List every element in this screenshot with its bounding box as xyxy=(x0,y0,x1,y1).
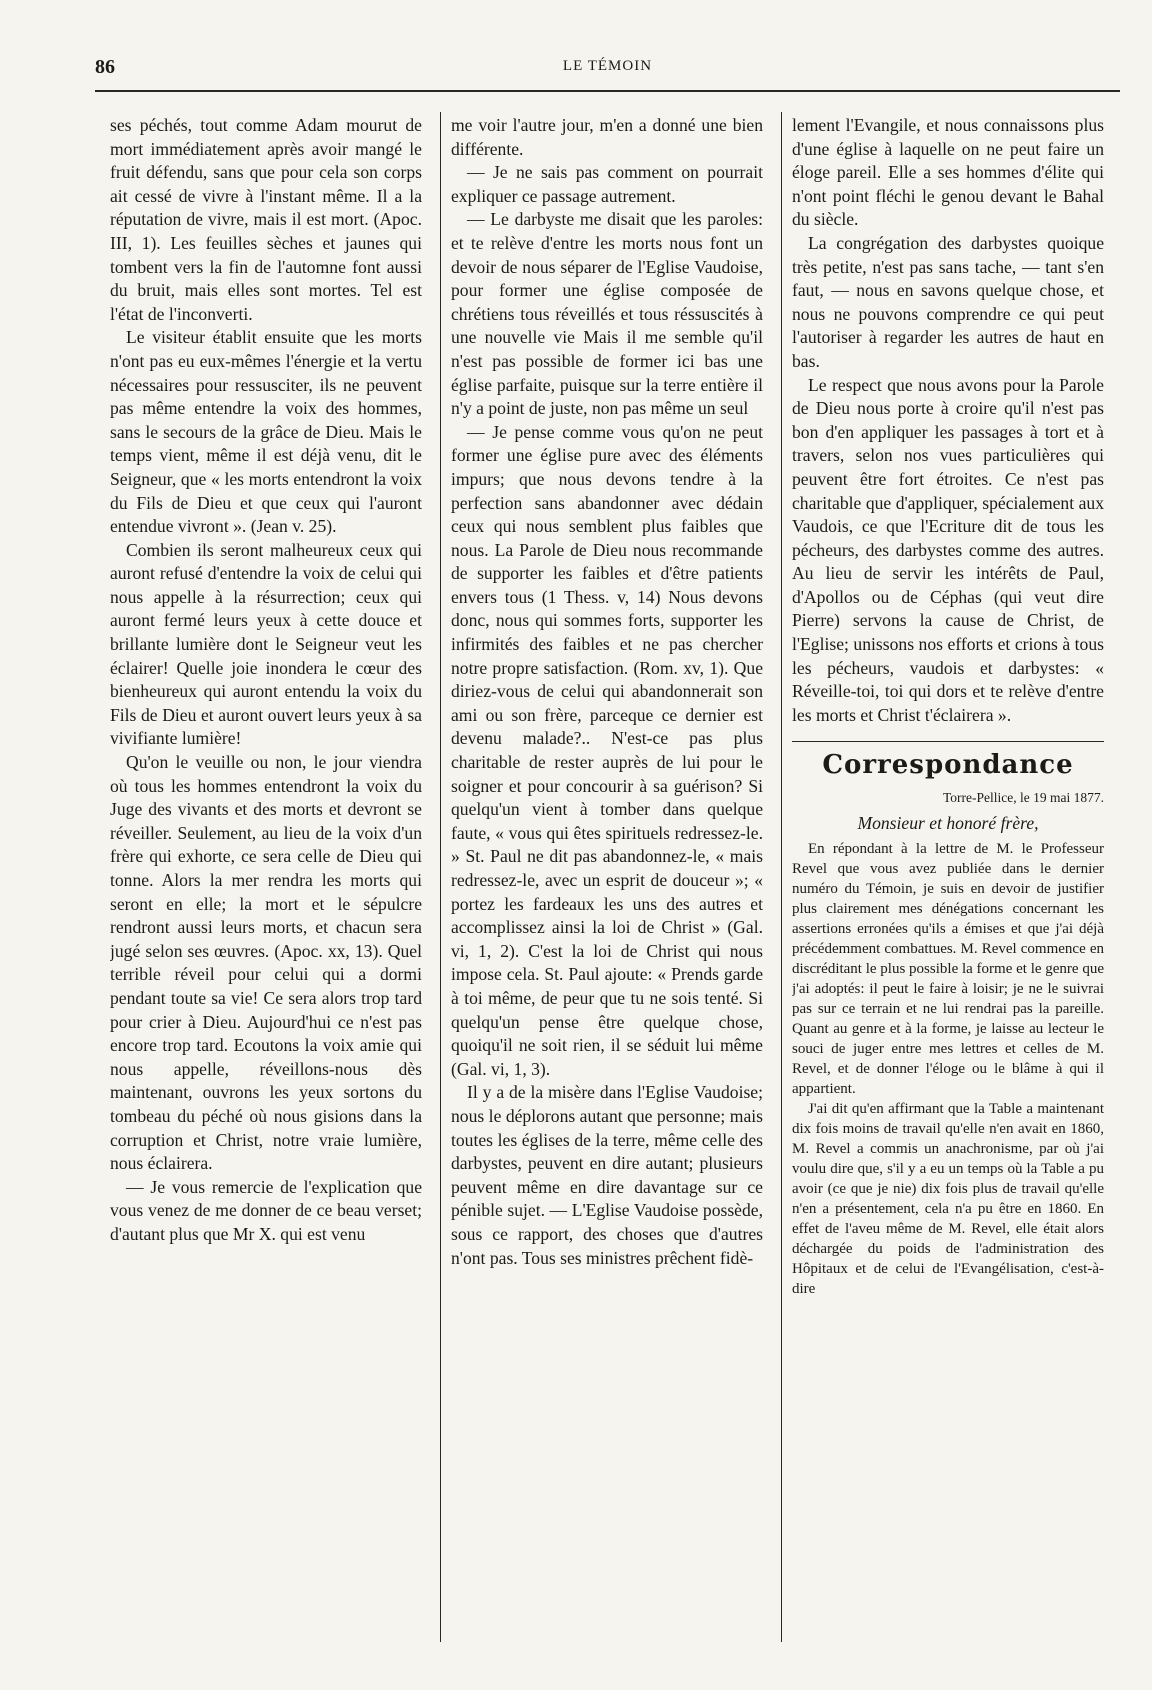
letter-salutation: Monsieur et honoré frère, xyxy=(857,812,1039,833)
column-2 xyxy=(451,114,763,1644)
paragraph: J'ai dit qu'en affirmant que la Table a maintenant dix fois moins de travail qu'elle n'en avait en 1860, M. Revel a commis un anachronisme, par où j'ai voulu dire que, s'il y a eu un temps où la Table a pu avoir (ce que je nie) dix fois plus de travail qu'elle n'en a présentement, cela n'a pu être en 1860. En effet de l'aveu même de M. Revel, elle était alors déchargée du poids de l'administration des Hôpitaux et de celui de l'Evangélisation, c'est-à-dire xyxy=(792,1101,1104,1298)
running-title: LE TÉMOIN xyxy=(562,58,653,74)
paragraph: La congrégation des darbystes quoique très petite, n'est pas sans tache, — tant s'en faut, — nous en savons quelque chose, et nous ne pouvons comprendre ce qui peut l'autoriser à regarder les autres de haut en bas. xyxy=(792,232,1104,371)
paragraph: me voir l'autre jour, m'en a donné une bien différente. xyxy=(451,115,763,159)
section-rule xyxy=(792,741,1104,742)
column-1 xyxy=(110,114,422,1644)
letter-dateline: Torre-Pellice, le 19 mai 1877. xyxy=(942,790,1104,806)
column-divider xyxy=(781,112,782,1642)
paragraph: Le respect que nous avons pour la Parole de Dieu nous porte à croire qu'il n'est pas bon d'en appliquer les passages à tort et à travers, selon nos vues particulières qui peuvent être fort étroites. Ce n'est pas charitable que d'appliquer, spécialement aux Vaudois, ce que l'Ecriture dit de tous les pécheurs, des darbystes comme des autres. Au lieu de servir les intérêts de Paul, d'Apollos ou de Céphas (qui veut dire Pierre) servons la cause de Christ, de l'Eglise; unissons nos efforts et crions à tous les pécheurs, vaudois et darbystes: « Réveille-toi, toi qui dors et te relève d'entre les morts et Christ t'éclairera ». xyxy=(792,374,1104,725)
header-rule xyxy=(95,90,1120,92)
section-heading: Correspondance xyxy=(822,750,1074,781)
paragraph: lement l'Evangile, et nous connaissons plus d'une église à laquelle on ne peut faire un éloge pareil. Elle a ses hommes d'élite qui n'ont point fléchi le genou devant le Bahal du siècle. xyxy=(792,115,1104,230)
paragraph: — Le darbyste me disait que les paroles: et te relève d'entre les morts nous font un devoir de nous séparer de l'Eglise Vaudoise, pour former une église composée de chrétiens tous réveillés et tous réssuscités à une nouvelle vie Mais il me semble qu'il n'est pas possible de former ici bas une église parfaite, puisque sur la terre entière il n'y a point de juste, non pas même un seul xyxy=(451,209,763,419)
paragraph: Qu'on le veuille ou non, le jour viendra où tous les hommes entendront la voix du Juge des vivants et des morts et devront se réveiller. Seulement, au lieu de la voix d'un frère qui exhorte, ce sera celle de Dieu qui tonne. Alors la mer rendra les morts qui seront en elle; la mort et le sépulcre rendront aussi leurs morts, et chacun sera jugé selon ses œuvres. (Apoc. xx, 13). Quel terrible réveil pour celui qui a dormi pendant toute sa vie! Ce sera alors trop tard pour crier à Dieu. Aujourd'hui ce n'est pas encore trop tard. Ecoutons la voix amie qui nous appelle, réveillons-nous dès maintenant, ouvrons les yeux sortons du tombeau du péché où nous gisions dans la corruption et Christ, notre vraie lumière, nous éclairera. xyxy=(110,752,422,1174)
column-3 xyxy=(792,114,1104,1644)
page-header xyxy=(95,56,1120,84)
paragraph: En répondant à la lettre de M. le Professeur Revel que vous avez publiée dans le dernier numéro du Témoin, je suis en devoir de justifier plus clairement mes dénégations concernant les assertions erronées qu'ils a émises et que j'ai déjà précédemment combattues. M. Revel commence en discréditant le plus possible la forme et le genre que j'ai adoptés: il peut le faire à loisir; je ne le suivrai pas sur ce terrain et ne lui rendrai pas la pareille. Quant au genre et à la forme, je laisse au lecteur le souci de juger entre mes lettres et celles de M. Revel, et de donner l'éloge ou le blâme à qui il appartient. xyxy=(792,841,1104,1098)
paragraph: — Je ne sais pas comment on pourrait expliquer ce passage autrement. xyxy=(451,162,763,206)
paragraph: — Je vous remercie de l'explication que vous venez de me donner de ce beau verset; d'autant plus que Mr X. qui est venu xyxy=(110,1176,422,1244)
paragraph: Le visiteur établit ensuite que les morts n'ont pas eu eux-mêmes l'énergie et la vertu nécessaires pour ressusciter, ils ne peuvent pas même entendre la voix des hommes, sans le secours de la grâce de Dieu. Mais le temps vient, même il est déjà venu, dit le Seigneur, que « les morts entendront la voix du Fils de Dieu et que ceux qui l'auront entendue vivront ». (Jean v. 25). xyxy=(110,327,422,537)
page-number: 86 xyxy=(95,56,115,78)
paragraph: ses péchés, tout comme Adam mourut de mort immédiatement après avoir mangé le fruit défendu, sans que pour cela son corps ait cessé de vivre à l'instant même. Il a la réputation de vivre, mais il est mort. (Apoc. III, 1). Les feuilles sèches et jaunes qui tombent vers la fin de l'automne font aussi du bruit, mais elles sont mortes. Tel est l'état de l'inconverti. xyxy=(110,115,422,324)
column-divider xyxy=(440,112,441,1642)
paragraph: — Je pense comme vous qu'on ne peut former une église pure avec des éléments impurs; que nous devons tendre à la perfection sans abandonner avec dédain ceux qui nous semblent plus faibles que nous. La Parole de Dieu nous recommande de supporter les faibles et d'être patients envers tous (1 Thess. v, 14) Nous devons donc, nous qui sommes forts, supporter les infirmités des faibles et ne pas chercher notre propre satisfaction. (Rom. xv, 1). Que diriez-vous de celui qui abandonnerait son ami ou son frère, parceque ce dernier est devenu malade?.. N'est-ce pas plus charitable de rester auprès de lui pour le soigner et pour concourir à sa guérison? Si quelqu'un vient à tomber dans quelque faute, « vous qui êtes spirituels redressez-le. » St. Paul ne dit pas abandonnez-le, « mais redressez-le, avec un esprit de douceur »; « portez les fardeaux les uns des autres et accomplissez ainsi la loi de Christ » (Gal. vi, 1, 2). C'est la loi de Christ qui nous impose cela. St. Paul ajoute: « Prends garde à toi même, de peur que tu ne sois tenté. Si quelqu'un pense être quelque chose, quoiqu'il ne soit rien, il se séduit lui même (Gal. vi, 1, 3). xyxy=(451,421,763,1079)
paragraph: Combien ils seront malheureux ceux qui auront refusé d'entendre la voix de celui qui nous appelle à la résurrection; ceux qui auront fermé leurs yeux à cette douce et brillante lumière dont le Seigneur veut les éclairer! Quelle joie inondera le cœur des bienheureux qui auront entendu la voix du Fils de Dieu et auront ouvert leurs yeux à sa vivifiante lumière! xyxy=(110,539,422,749)
paragraph: Il y a de la misère dans l'Eglise Vaudoise; nous le déplorons autant que personne; mais toutes les églises de la terre, même celle des darbystes, peuvent en dire autant; plusieurs peuvent même en dire davantage sur ce pénible sujet. — L'Eglise Vaudoise possède, sous ce rapport, des choses que d'autres n'ont pas. Tous ses ministres prêchent fidè- xyxy=(451,1082,763,1268)
